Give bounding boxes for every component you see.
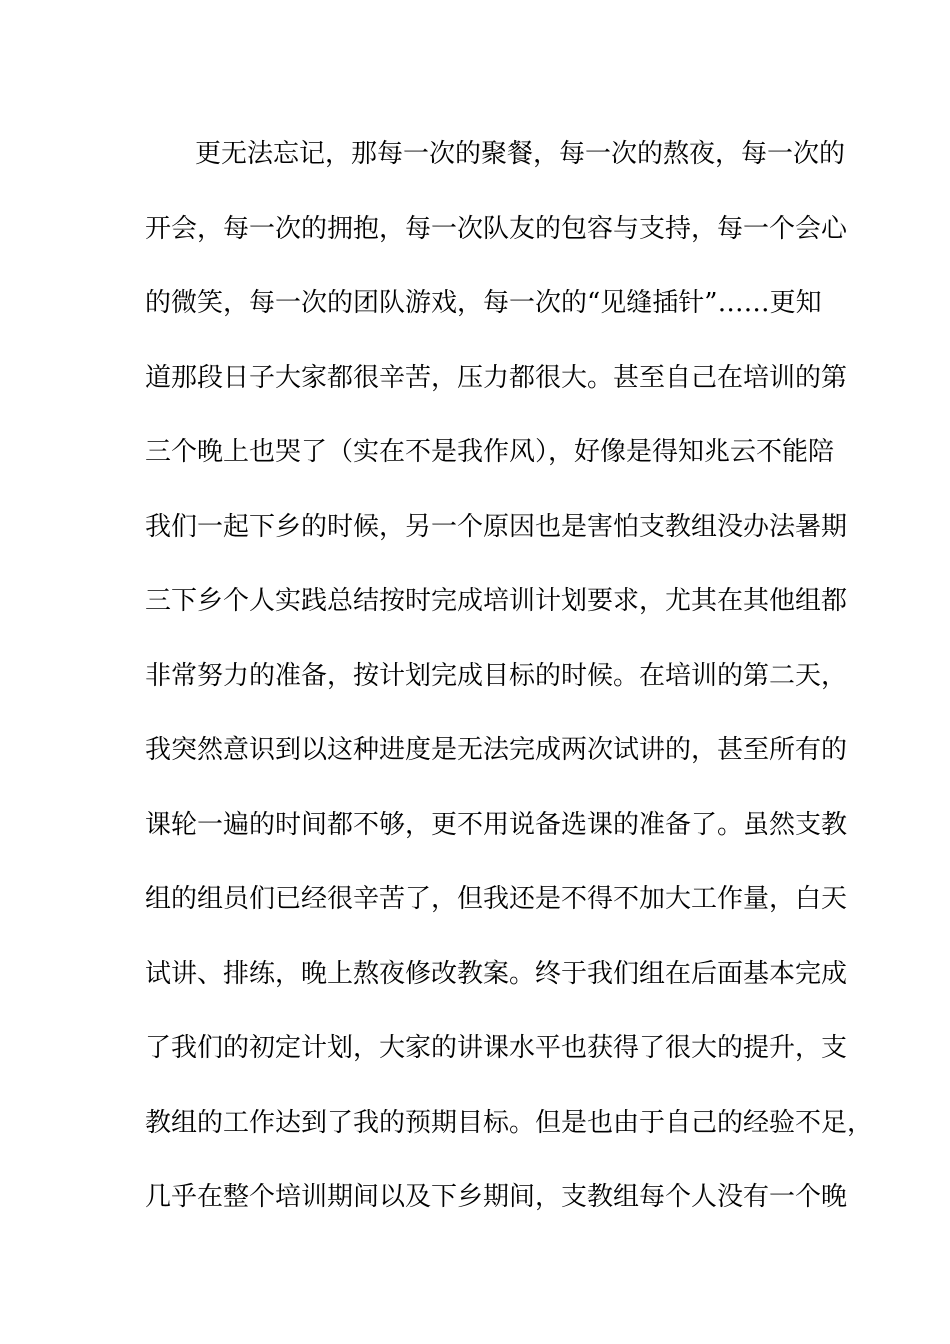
paragraph-line: 非常努力的准备，按计划完成目标的时候。在培训的第二天，: [145, 660, 848, 691]
paragraph-line: 三个晚上也哭了（实在不是我作风），好像是得知兆云不能陪: [145, 437, 835, 467]
paragraph-line: 开会，每一次的拥抱，每一次队友的包容与支持，每一个会心: [145, 213, 848, 244]
body-paragraph: [145, 130, 874, 1248]
paragraph-line: 我突然意识到以这种进度是无法完成两次试讲的，甚至所有的: [145, 735, 848, 765]
paragraph-line: 组的组员们已经很辛苦了，但我还是不得不加大工作量，白天: [145, 884, 848, 914]
paragraph-line: 了我们的初定计划，大家的讲课水平也获得了很大的提升，支: [145, 1033, 848, 1063]
paragraph-line: 的微笑，每一次的团队游戏，每一次的“见缝插针”……更知: [145, 288, 822, 318]
paragraph-line: 更无法忘记，那每一次的聚餐，每一次的熬夜，每一次的: [195, 139, 846, 169]
paragraph-line: 课轮一遍的时间都不够，更不用说备选课的准备了。虽然支教: [145, 809, 848, 840]
paragraph-line: 我们一起下乡的时候，另一个原因也是害怕支教组没办法暑期: [145, 511, 848, 542]
paragraph-line: 三下乡个人实践总结按时完成培训计划要求，尤其在其他组都: [145, 586, 848, 616]
paragraph-line: 道那段日子大家都很辛苦，压力都很大。甚至自己在培训的第: [145, 362, 848, 393]
paragraph-line: 教组的工作达到了我的预期目标。但是也由于自己的经验不足，: [145, 1107, 874, 1138]
paragraph-line: 试讲、排练，晚上熬夜修改教案。终于我们组在后面基本完成: [145, 958, 848, 989]
paragraph-line: 几乎在整个培训期间以及下乡期间，支教组每个人没有一个晚: [145, 1182, 848, 1212]
